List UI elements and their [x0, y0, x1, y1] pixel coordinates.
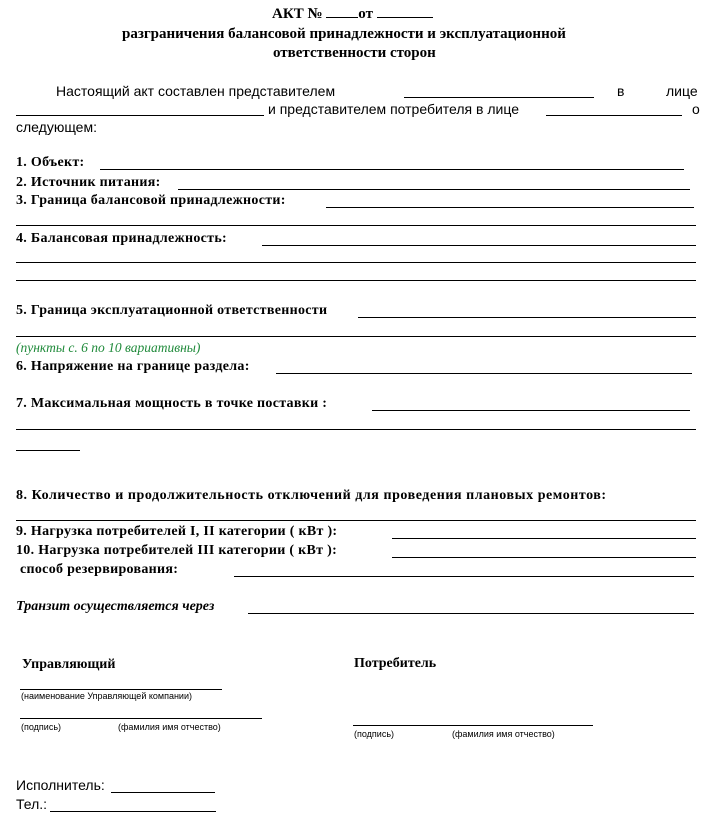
voltage-field[interactable] — [276, 373, 692, 374]
max-power-line-3[interactable] — [16, 450, 80, 451]
section-7-label: 7. Максимальная мощность в точке поставки : — [16, 396, 328, 411]
executor-field[interactable] — [111, 792, 215, 793]
section-1-label: 1. Объект: — [16, 155, 85, 170]
balance-border-field[interactable] — [326, 207, 694, 208]
act-date-field[interactable] — [377, 6, 433, 18]
variable-items-note: (пункты с. 6 по 10 вариативны) — [16, 340, 201, 355]
power-source-field[interactable] — [178, 189, 690, 190]
manager-title: Управляющий — [22, 657, 116, 672]
act-number-label: АКТ № — [272, 6, 323, 22]
section-4-label: 4. Балансовая принадлежность: — [16, 231, 228, 246]
intro-text-3: следующем: — [16, 119, 97, 135]
balance-ownership-line-3[interactable] — [16, 280, 696, 281]
balance-border-line-2[interactable] — [16, 225, 696, 226]
load-cat-1-2-field[interactable] — [392, 538, 696, 539]
subtitle-line-1: разграничения балансовой принадлежности и эксплуатационной — [122, 26, 566, 42]
intro-in-person-1: в — [617, 83, 625, 99]
consumer-sign-caption: (подпись) — [354, 729, 395, 739]
reserve-method-label: способ резервирования: — [20, 562, 179, 577]
outages-field[interactable] — [16, 520, 696, 521]
section-6-label: 6. Напряжение на границе раздела: — [16, 359, 250, 374]
consumer-title: Потребитель — [354, 656, 437, 671]
section-10-label: 10. Нагрузка потребителей III категории ( кВт ): — [16, 543, 338, 558]
phone-field[interactable] — [50, 811, 216, 812]
section-5-label: 5. Граница эксплуатационной ответственности — [16, 303, 328, 318]
consumer-name-caption: (фамилия имя отчество) — [452, 729, 555, 739]
balance-ownership-field[interactable] — [262, 245, 696, 246]
consumer-representative-field[interactable] — [546, 115, 682, 116]
intro-in-person-2: лице — [666, 83, 698, 99]
act-date-label: от — [358, 6, 373, 22]
act-number-field[interactable] — [326, 6, 358, 18]
representative-name-field[interactable] — [16, 115, 264, 116]
manager-company-field[interactable] — [20, 689, 222, 690]
transit-field[interactable] — [248, 613, 694, 614]
operational-border-field[interactable] — [358, 317, 696, 318]
reserve-method-field[interactable] — [234, 576, 694, 577]
manager-company-caption: (наименование Управляющей компании) — [21, 691, 192, 701]
manager-name-caption: (фамилия имя отчество) — [118, 722, 221, 732]
balance-ownership-line-2[interactable] — [16, 262, 696, 263]
section-3-label: 3. Граница балансовой принадлежности: — [16, 193, 286, 208]
act-title — [272, 6, 433, 23]
manager-sign-field[interactable] — [20, 718, 262, 719]
intro-text-2: и представителем потребителя в лице — [268, 101, 519, 117]
object-field[interactable] — [100, 169, 684, 170]
executor-label: Исполнитель: — [16, 777, 105, 793]
section-2-label: 2. Источник питания: — [16, 175, 161, 190]
max-power-line-2[interactable] — [16, 429, 696, 430]
intro-o: о — [692, 101, 700, 117]
intro-text-1: Настоящий акт составлен представителем — [56, 83, 336, 99]
phone-label: Тел.: — [16, 796, 48, 812]
load-cat-3-field[interactable] — [392, 557, 696, 558]
section-9-label: 9. Нагрузка потребителей I, II категории ( кВт ): — [16, 524, 338, 539]
section-8-label: 8. Количество и продолжительность отключений для проведения плановых ремонтов: — [16, 488, 607, 503]
subtitle-line-2: ответственности сторон — [273, 45, 436, 61]
operational-border-line-2[interactable] — [16, 336, 696, 337]
transit-label: Транзит осуществляется через — [16, 599, 215, 614]
max-power-field[interactable] — [372, 410, 690, 411]
manager-sign-caption: (подпись) — [21, 722, 62, 732]
consumer-sign-field[interactable] — [353, 725, 593, 726]
representative-field[interactable] — [404, 97, 594, 98]
